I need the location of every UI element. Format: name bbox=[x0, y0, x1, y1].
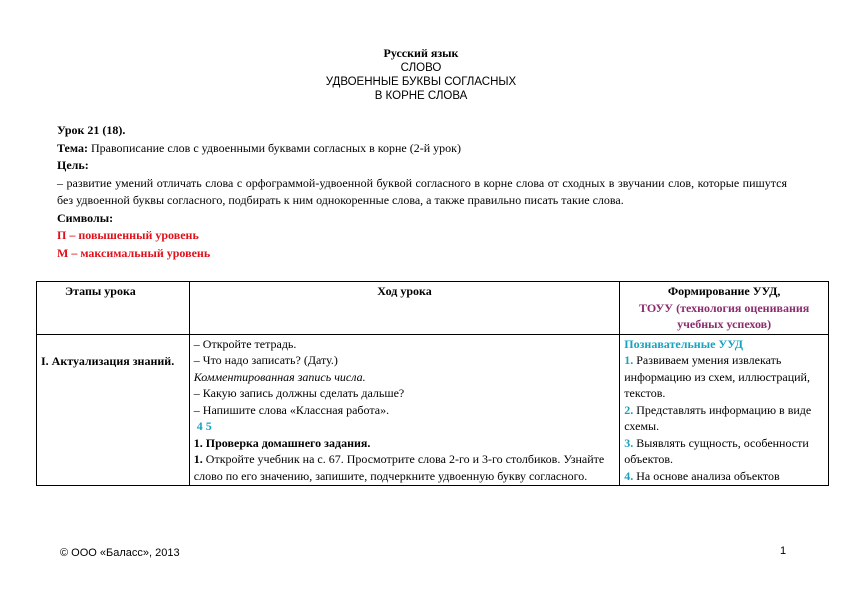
lesson-theme bbox=[57, 140, 787, 158]
goal-text: – развитие умений отличать слова с орфограммой-удвоенной буквой согласного в корне слова от сходных в звучании слов, которые пишутся без удвоенной буквы согласного, подбирать к ним однокоренные слова, а также правильно писать такие слова. bbox=[57, 175, 787, 207]
theme-label: Тема: bbox=[57, 140, 88, 155]
theme-text: Правописание слов с удвоенными буквами согласных в корне (2-й урок) bbox=[87, 140, 461, 155]
page-number: 1 bbox=[780, 545, 787, 557]
header-uud-subtitle: ТОУУ (технология оценивания учебных успехов) bbox=[638, 300, 810, 331]
course-line: – Откройте тетрадь. bbox=[193, 336, 297, 351]
topic-line-2: В КОРНЕ СЛОВА bbox=[374, 90, 468, 102]
table-row bbox=[37, 334, 829, 486]
lesson-number: Урок 21 (18). bbox=[57, 123, 126, 137]
stage-cell bbox=[37, 334, 190, 486]
header-course: Ход урока bbox=[189, 282, 619, 335]
document-header bbox=[0, 46, 842, 103]
uud-item-text: Развиваем умения извлекать информацию из схем, иллюстраций, текстов. bbox=[624, 353, 810, 400]
table-header-row bbox=[37, 282, 829, 335]
symbol-advanced-level: П – повышенный уровень bbox=[57, 228, 199, 242]
header-stages: Этапы урока bbox=[37, 282, 190, 335]
course-line: – Что надо записать? (Дату.) bbox=[193, 353, 338, 367]
uud-item-text: Выявлять сущность, особенности объектов. bbox=[624, 435, 809, 466]
lesson-meta bbox=[57, 122, 787, 262]
uud-item bbox=[624, 468, 824, 485]
uud-item bbox=[624, 402, 824, 435]
uud-item-number: 2. bbox=[624, 402, 634, 417]
word-title: СЛОВО bbox=[400, 62, 442, 74]
task-number: 1. bbox=[193, 452, 203, 466]
header-uud bbox=[620, 282, 829, 335]
goal-label: Цель: bbox=[57, 158, 89, 172]
level-markers: 4 5 bbox=[196, 419, 212, 433]
footer-copyright: © ООО «Баласс», 2013 bbox=[60, 547, 180, 559]
uud-item-text: Представлять информацию в виде схемы. bbox=[624, 402, 812, 433]
uud-cell bbox=[620, 334, 829, 486]
course-line-italic: Комментированная запись числа. bbox=[193, 369, 366, 384]
course-task bbox=[194, 451, 615, 484]
symbols-label: Символы: bbox=[57, 210, 114, 225]
lesson-table bbox=[36, 281, 829, 486]
uud-item-number: 1. bbox=[624, 353, 634, 367]
stage-name: I. Актуализация знаний. bbox=[41, 353, 175, 368]
uud-item-number: 3. bbox=[624, 435, 634, 450]
header-uud-title: Формирование УУД, bbox=[667, 284, 781, 298]
uud-item bbox=[624, 352, 824, 402]
course-line: – Напишите слова «Классная работа». bbox=[193, 402, 390, 417]
homework-check-title: 1. Проверка домашнего задания. bbox=[193, 435, 371, 450]
uud-item-number: 4. bbox=[624, 468, 634, 483]
course-line: – Какую запись должны сделать дальше? bbox=[193, 386, 405, 400]
uud-item-text: На основе анализа объектов bbox=[633, 468, 780, 483]
uud-item bbox=[624, 435, 824, 468]
symbol-max-level: М – максимальный уровень bbox=[57, 245, 211, 260]
uud-title: Познавательные УУД bbox=[624, 336, 744, 351]
task-text: Откройте учебник на с. 67. Просмотрите слова 2-го и 3-го столбиков. Узнайте слово по его значению, запишите, подчеркните удвоенную букву согласного. bbox=[193, 452, 605, 483]
course-cell bbox=[189, 334, 619, 486]
topic-line-1: УДВОЕННЫЕ БУКВЫ СОГЛАСНЫХ bbox=[325, 76, 517, 88]
subject-title: Русский язык bbox=[383, 46, 459, 60]
